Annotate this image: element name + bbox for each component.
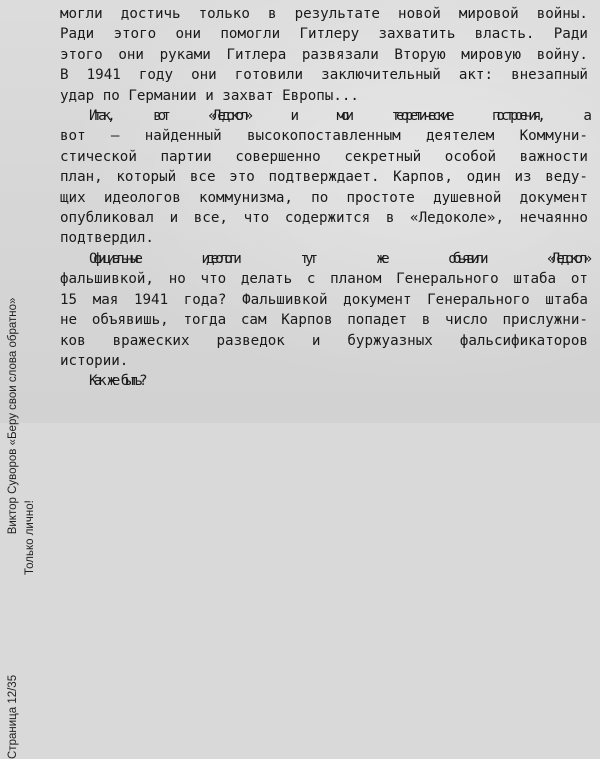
text-line: 15 мая 1941 года? Фальшивкой документ Генерального штаба bbox=[60, 291, 588, 308]
side-line-sub bbox=[22, 359, 39, 759]
body-text bbox=[60, 4, 588, 392]
text-line: этого они руками Гитлера развязали Вторую мировую войну. bbox=[60, 46, 588, 63]
book-title: Виктор Суворов «Беру свои слова обратно» bbox=[7, 297, 19, 535]
text-line: удар по Германии и захват Европы... bbox=[60, 87, 359, 104]
text-line: вот – найденный высокопоставленным деятелем Коммуни- bbox=[60, 128, 588, 145]
text-line: могли достичь только в результате новой мировой войны. bbox=[60, 6, 588, 22]
text-line: Ради этого они помогли Гитлеру захватить власть. Ради bbox=[60, 26, 588, 43]
text-line: фальшивкой, но что делать с планом Генерального штаба от bbox=[60, 271, 588, 288]
text-line: Итак, вот «Ледокол» и мои теоретические построения, а bbox=[89, 108, 588, 125]
text-line: стической партии совершенно секретный особой важности bbox=[60, 148, 588, 165]
side-margin-rotated bbox=[5, 297, 57, 759]
text-line: В 1941 году они готовили заключительный акт: внезапный bbox=[60, 67, 588, 84]
text-line: истории. bbox=[60, 352, 129, 369]
text-line: опубликовал и все, что содержится в «Ледоколе», нечаянно bbox=[60, 210, 588, 227]
side-line-main bbox=[5, 297, 22, 759]
text-line: Официальные идеологи тут же объявили «Ледокол» bbox=[89, 250, 588, 267]
text-line: ков вражеских разведок и буржуазных фальсификаторов bbox=[60, 332, 588, 349]
text-line: план, который все это подтверждает. Карпов, один из веду- bbox=[60, 169, 588, 186]
text-line: не объявишь, тогда сам Карпов попадет в число прислужни- bbox=[60, 312, 588, 329]
text-line: Как же быть? bbox=[89, 373, 144, 390]
text-line: подтвердил. bbox=[60, 230, 154, 247]
text-line: щих идеологов коммунизма, по простоте душевной документ bbox=[60, 189, 588, 206]
book-subtitle: Только лично! bbox=[24, 500, 36, 575]
side-margin-label bbox=[5, 11, 57, 759]
page-counter: Страница 12/35 bbox=[7, 674, 19, 759]
